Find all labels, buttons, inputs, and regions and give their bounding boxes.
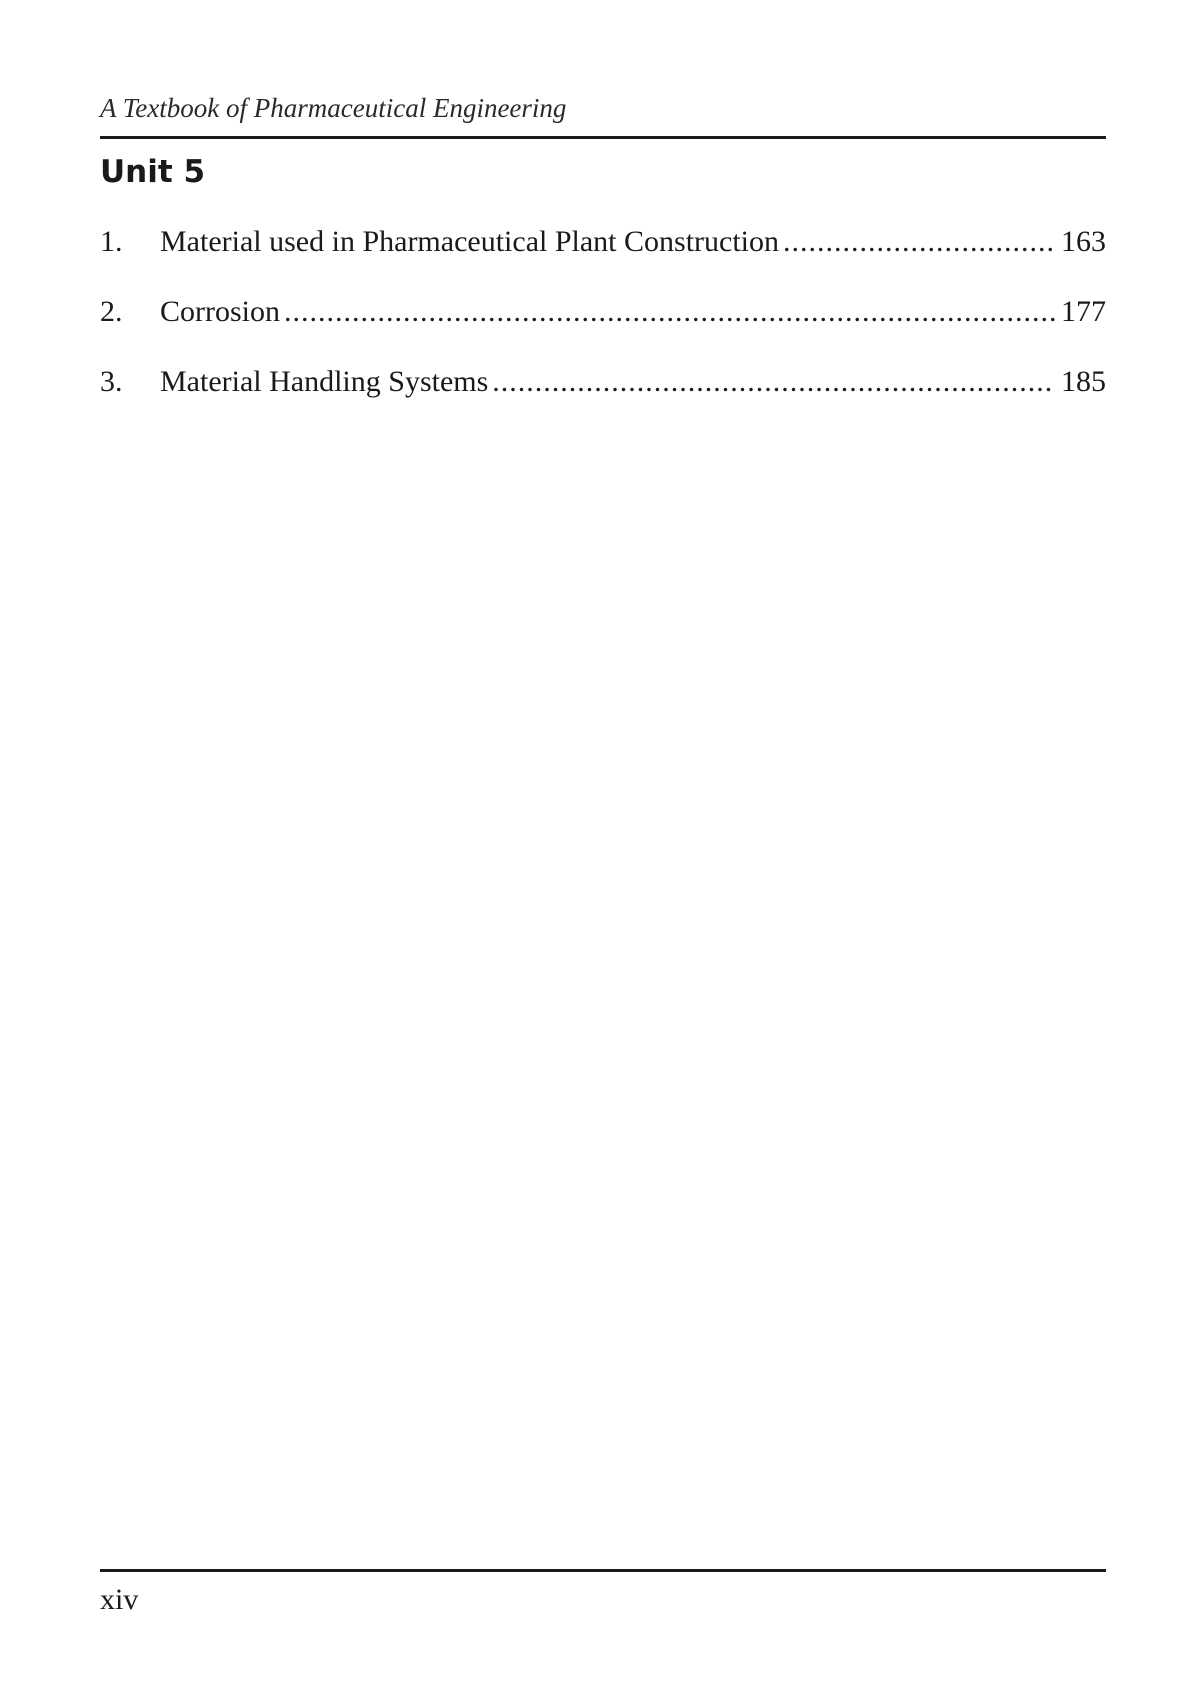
toc-dot-leader [284, 292, 1055, 332]
table-of-contents [100, 222, 1106, 432]
toc-entry-page: 163 [1061, 225, 1106, 258]
toc-entry-page: 185 [1061, 365, 1106, 398]
toc-dot-leader [783, 222, 1055, 262]
footer-rule [100, 1569, 1106, 1572]
running-head-title: A Textbook of Pharmaceutical Engineering [100, 93, 567, 123]
page-folio: xiv [100, 1583, 139, 1616]
toc-entry-page: 177 [1061, 295, 1106, 328]
toc-entry-title: Corrosion [160, 295, 280, 328]
toc-entry [100, 362, 1106, 402]
toc-entry-title: Material Handling Systems [160, 365, 489, 398]
toc-entry-number: 2. [100, 295, 123, 328]
toc-entry-title: Material used in Pharmaceutical Plant Construction [160, 225, 780, 258]
unit-title: Unit 5 [100, 154, 206, 190]
header-rule [100, 136, 1106, 139]
toc-entry-number: 3. [100, 365, 123, 398]
toc-entry [100, 222, 1106, 262]
toc-dot-leader [492, 362, 1055, 402]
toc-entry-number: 1. [100, 225, 123, 258]
toc-entry [100, 292, 1106, 332]
